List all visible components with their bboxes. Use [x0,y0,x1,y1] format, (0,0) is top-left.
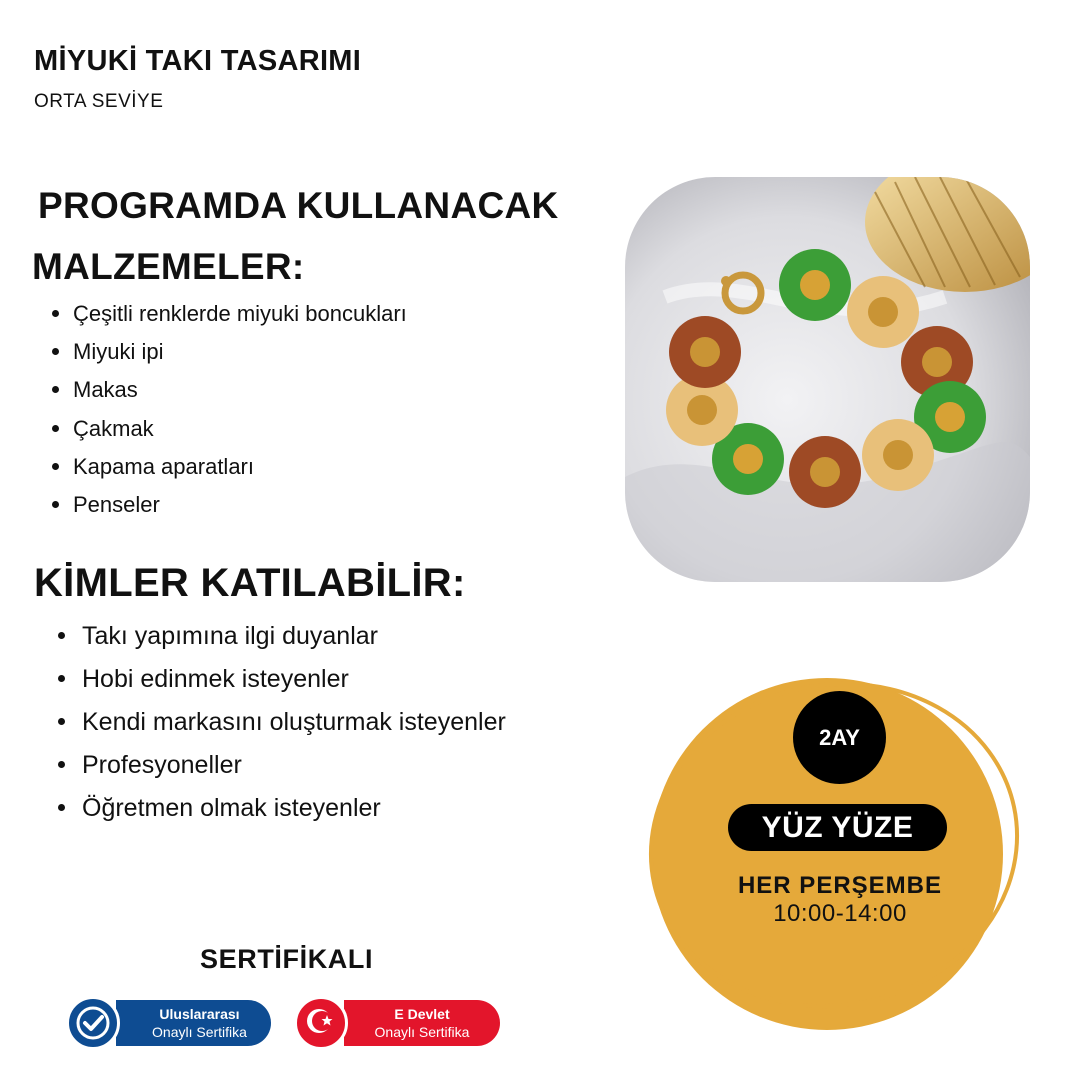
audience-heading: KİMLER KATILABİLİR: [34,561,466,605]
international-certificate-badge [116,1000,271,1046]
materials-heading-line1: PROGRAMDA KULLANACAK [38,185,559,226]
course-title: MİYUKİ TAKI TASARIMI [34,45,362,77]
materials-item: Miyuki ipi [52,336,407,374]
materials-heading-line2: MALZEMELER: [32,246,305,287]
materials-item: Kapama aparatları [52,451,407,489]
international-badge-title: Uluslararası [159,1006,240,1022]
format-pill: YÜZ YÜZE [728,804,947,851]
international-badge-subtitle: Onaylı Sertifika [152,1024,247,1040]
edevlet-certificate-badge [344,1000,500,1046]
schedule-time: 10:00-14:00 [773,900,907,927]
edevlet-logo-icon [294,996,348,1050]
audience-item: Hobi edinmek isteyenler [57,661,506,704]
edevlet-badge-title: E Devlet [394,1006,450,1022]
certificate-heading: SERTİFİKALI [200,944,374,974]
audience-list [57,618,506,833]
course-level: ORTA SEVİYE [34,91,164,112]
audience-item: Kendi markasını oluşturmak isteyenler [57,704,506,747]
schedule-day: HER PERŞEMBE [737,872,943,899]
materials-item: Çeşitli renklerde miyuki boncukları [52,298,407,336]
materials-list [52,298,407,527]
materials-item: Penseler [52,489,407,527]
audience-item: Öğretmen olmak isteyenler [57,790,506,833]
bracelet-photo [625,177,1030,582]
materials-item: Çakmak [52,413,407,451]
checkmark-icon [66,996,120,1050]
duration-badge: 2AY [793,691,886,784]
audience-item: Takı yapımına ilgi duyanlar [57,618,506,661]
edevlet-badge-subtitle: Onaylı Sertifika [374,1024,470,1040]
materials-item: Makas [52,374,407,412]
audience-item: Profesyoneller [57,747,506,790]
